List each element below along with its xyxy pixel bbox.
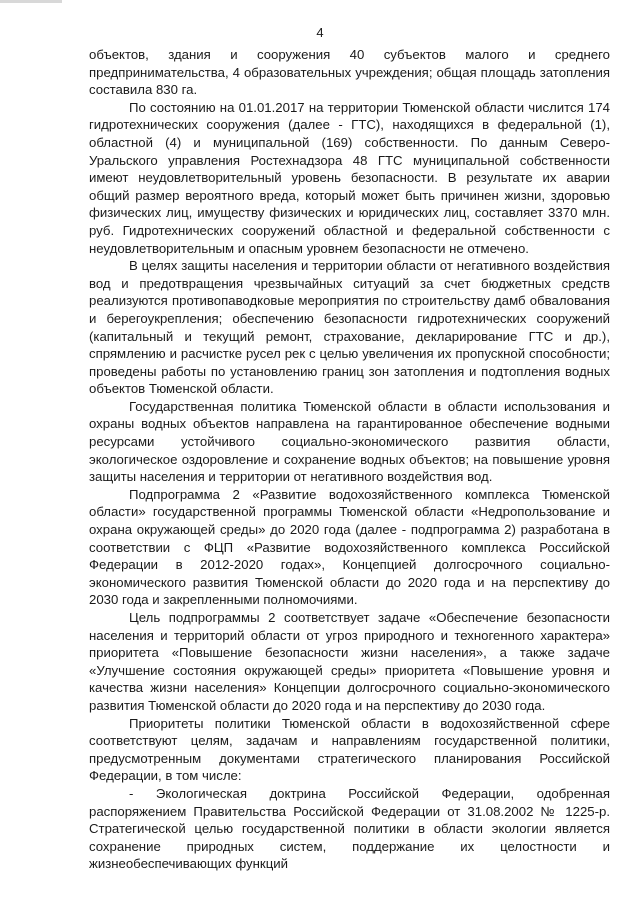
paragraph-protection-measures: В целях защиты населения и территории области от негативного воздействия вод и предотвращения чрезвычайных ситуаций за счет бюджетных средств реализуются противопаводковые мероприятия по строительству дамб обвалования и берегоукрепления; обеспечению безопасности гидротехнических сооружений (капитальный и текущий ремонт, страхование, декларирование ГТС и др.), спрямлению и расчистке русел рек с целью увеличения их пропускной способности; проведены работы по установлению границ зон затопления и подтопления водных объектов Тюменской области.: [89, 258, 610, 397]
document-body: [89, 46, 610, 873]
paragraph-policy-priorities: Приоритеты политики Тюменской области в водохозяйственной сфере соответствуют целям, задачам и направлениям государственной политики, предусмотренным документами стратегического планирования Российской Федерации, в том числе:: [89, 715, 610, 784]
paragraph-flood-summary: объектов, здания и сооружения 40 субъектов малого и среднего предпринимательства, 4 образовательных учреждения; общая площадь затопления составила 830 га.: [89, 47, 610, 98]
paragraph-subprogram-2: Подпрограмма 2 «Развитие водохозяйственного комплекса Тюменской области» государственной программы Тюменской области «Недропользование и охрана окружающей среды» до 2020 года (далее - подпрограмма 2) разработана в соответствии с ФЦП «Развитие водохозяйственного комплекса Российской Федерации в 2012-2020 годах», Концепцией долгосрочного социально-экономического развития Тюменской области до 2020 года и на перспективу до 2030 года и закрепленными полномочиями.: [89, 486, 610, 608]
page-number: 4: [316, 25, 324, 40]
paragraph-state-policy: Государственная политика Тюменской области в области использования и охраны водных объектов направлена на гарантированное обеспечение водными ресурсами устойчивого социально-экономического развития области, экологическое оздоровление и сохранение водных объектов; на повышение уровня защиты населения и территории от негативного воздействия вод.: [89, 398, 610, 485]
paragraph-subprogram-goal: Цель подпрограммы 2 соответствует задаче «Обеспечение безопасности населения и территорий области от угроз природного и техногенного характера» приоритета «Повышение безопасности жизни населения», а также задаче «Улучшение состояния окружающей среды» приоритета «Повышение уровня и качества жизни населения» Концепции долгосрочного социально-экономического развития Тюменской области до 2020 года и на перспективу до 2030 года.: [89, 610, 610, 713]
scan-edge-mark: [0, 0, 62, 3]
paragraph-ecological-doctrine: - Экологическая доктрина Российской Федерации, одобренная распоряжением Правительства Российской Федерации от 31.08.2002 № 1225-р. Стратегической целью государственной политики в области экологии является сохранение природных систем, поддержание их целостности и жизнеобеспечивающих функций: [89, 785, 610, 872]
paragraph-hydraulic-structures: По состоянию на 01.01.2017 на территории Тюменской области числится 174 гидротехнических сооружения (далее - ГТС), находящихся в федеральной (1), областной (4) и муниципальной (169) собственности. По данным Северо-Уральского управления Ростехнадзора 48 ГТС муниципальной собственности имеют неудовлетворительный уровень безопасности. В результате их аварии общий размер вероятного вреда, который может быть причинен жизни, здоровью физических лиц, имуществу физических и юридических лиц, составляет 3370 млн. руб. Гидротехнических сооружений областной и федеральной собственности с неудовлетворительным и опасным уровнем безопасности не отмечено.: [89, 99, 610, 256]
